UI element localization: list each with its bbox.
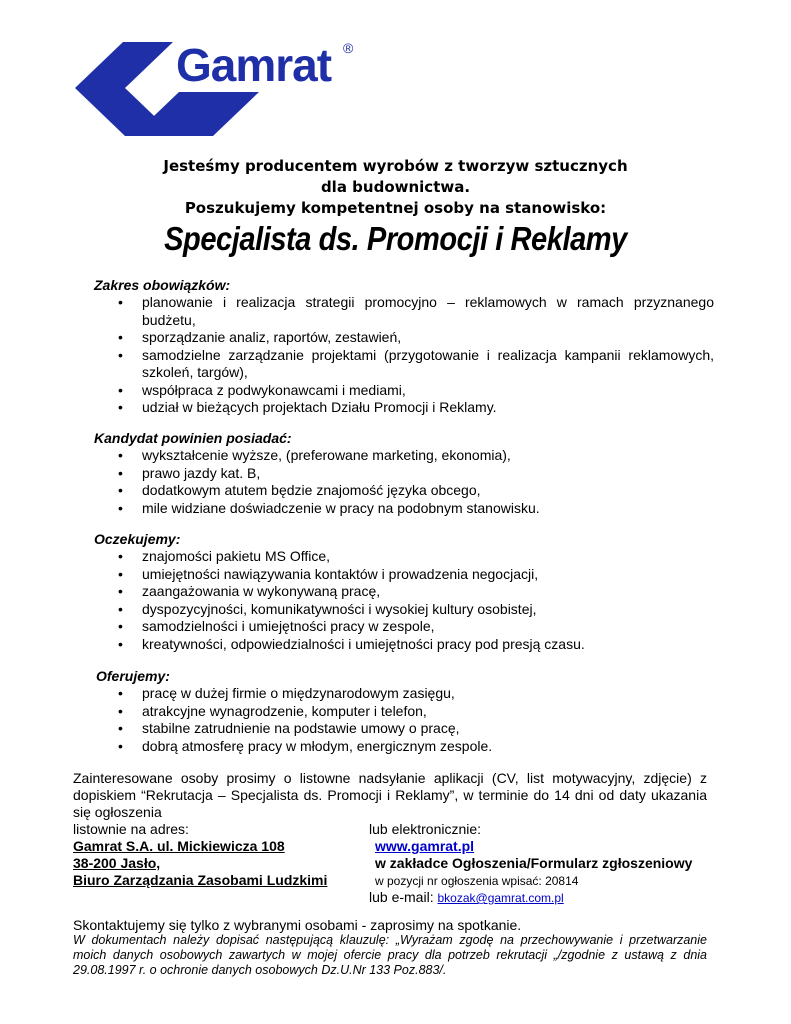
offer-list [94, 685, 714, 755]
registered-mark: ® [343, 40, 354, 56]
list-item: • dodatkowym atutem będzie znajomość języka obcego, [94, 482, 714, 500]
list-item: • umiejętności nawiązywania kontaktów i prowadzenia negocjacji, [94, 566, 714, 584]
gamrat-logo [73, 34, 363, 142]
list-item: • prawo jazdy kat. B, [94, 465, 714, 483]
postal-label: listownie na adres: [73, 821, 189, 837]
job-title: Specjalista ds. Promocji i Reklamy [164, 220, 627, 257]
duties-title: Zakres obowiązków: [94, 277, 231, 293]
postal-line-2: 38-200 Jasło, [73, 855, 161, 871]
website-link[interactable]: www.gamrat.pl [375, 838, 475, 854]
intro-line-1: Jesteśmy producentem wyrobów z tworzyw sztucznych [163, 157, 628, 175]
offer-title: Oferujemy: [96, 668, 170, 684]
list-item: • mile widziane doświadczenie w pracy na podobnym stanowisku. [94, 500, 714, 518]
candidate-list [94, 447, 714, 517]
list-item: • kreatywności, odpowiedzialności i umiejętności pracy pod presją czasu. [94, 636, 714, 654]
list-item: • zaangażowania w wykonywaną pracę, [94, 583, 714, 601]
candidate-title: Kandydat powinien posiadać: [94, 430, 292, 446]
list-item: • udział w bieżących projektach Działu Promocji i Reklamy. [94, 399, 714, 417]
expect-list [94, 548, 714, 653]
list-item: • stabilne zatrudnienie na podstawie umowy o pracę, [94, 720, 714, 738]
email-link[interactable]: bkozak@gamrat.com.pl [437, 891, 564, 905]
duties-list [94, 294, 714, 417]
list-item: • dyspozycyjności, komunikatywności i wysokiej kultury osobistej, [94, 601, 714, 619]
list-item: • samodzielności i umiejętności pracy w zespole, [94, 618, 714, 636]
position-number: w pozycji nr ogłoszenia wpisać: 20814 [375, 874, 579, 888]
contact-note: Skontaktujemy się tylko z wybranymi osobami - zaprosimy na spotkanie. [73, 917, 522, 933]
list-item: • samodzielne zarządzanie projektami (przygotowanie i realizacja kampanii reklamowych, szkoleń, targów), [94, 347, 714, 382]
list-item: • dobrą atmosferę pracy w młodym, energicznym zespole. [94, 738, 714, 756]
clause-text: W dokumentach należy dopisać następującą klauzulę: „Wyrażam zgodę na przechowywanie i przetwarzanie moich danych osobowych zawartych w mojej ofercie pracy dla potrzeb rekrutacji „/zgodnie z ustawą z dnia 29.08.1997 r. o ochronie danych osobowych Dz.U.Nr 133 Poz.883/. [73, 933, 707, 977]
website-section: w zakładce Ogłoszenia/Formularz zgłoszeniowy [375, 855, 693, 871]
application-text: Zainteresowane osoby prosimy o listowne nadsyłanie aplikacji (CV, list motywacyjny, zdjęcie) z dopiskiem “Rekrutacja – Specjalista ds. Promocji i Reklamy”, w terminie do 14 dni od daty ukazania się ogłoszenia [73, 770, 707, 820]
list-item: • atrakcyjne wynagrodzenie, komputer i telefon, [94, 703, 714, 721]
list-item: • sporządzanie analiz, raportów, zestawień, [94, 329, 714, 347]
list-item: • planowanie i realizacja strategii promocyjno – reklamowych w ramach przyznanego budżetu, [94, 294, 714, 329]
intro-line-3: Poszukujemy kompetentnej osoby na stanowisko: [184, 199, 607, 217]
list-item: • znajomości pakietu MS Office, [94, 548, 714, 566]
electronic-label: lub elektronicznie: [369, 821, 482, 837]
expect-title: Oczekujemy: [94, 531, 181, 547]
postal-line-3: Biuro Zarządzania Zasobami Ludzkimi [73, 872, 328, 888]
list-item: • pracę w dużej firmie o międzynarodowym zasięgu, [94, 685, 714, 703]
email-row [369, 889, 564, 907]
intro-line-2: dla budownictwa. [320, 178, 471, 196]
email-label: lub e-mail: [369, 889, 434, 905]
list-item: • wykształcenie wyższe, (preferowane marketing, ekonomia), [94, 447, 714, 465]
postal-line-1: Gamrat S.A. ul. Mickiewicza 108 [73, 838, 285, 854]
logo-text: Gamrat [176, 39, 332, 91]
list-item: • współpraca z podwykonawcami i mediami, [94, 382, 714, 400]
